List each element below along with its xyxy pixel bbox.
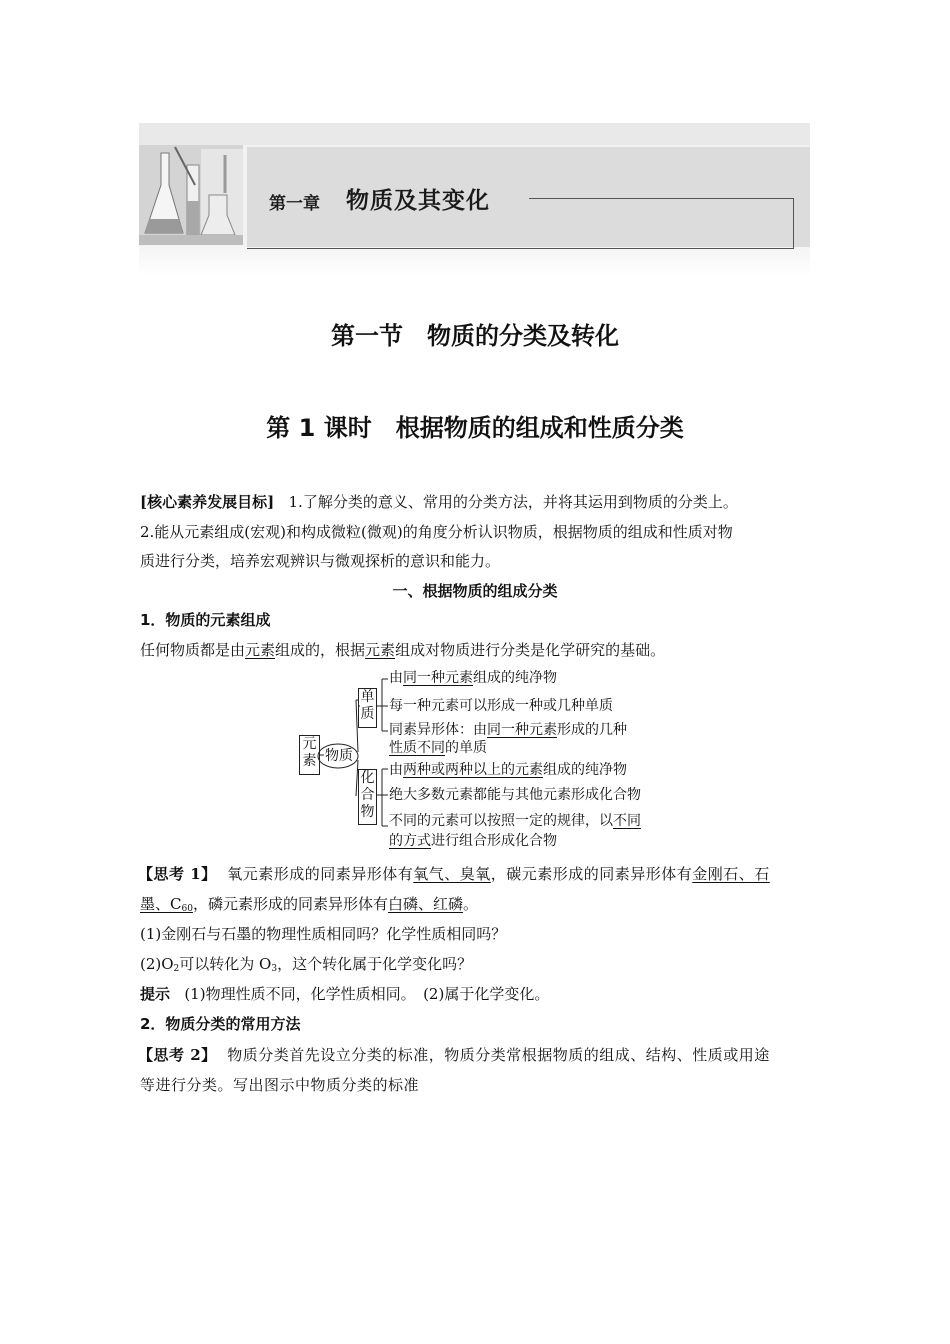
sub1-heading: 1．物质的元素组成 bbox=[140, 611, 271, 629]
b2-item3-line2-b: 进行组合形成化合物 bbox=[431, 833, 557, 849]
banner-rule-bottom bbox=[247, 248, 794, 249]
diagram-root-box: 元素 bbox=[299, 735, 320, 775]
think1-answer-2-cont bbox=[140, 895, 193, 913]
lab-glassware-image bbox=[139, 145, 243, 245]
think1-line2-b: ，磷元素形成的同素异形体有 bbox=[192, 895, 388, 913]
sub1-text-c: 组成的，根据 bbox=[275, 641, 366, 659]
think1-q2-sub1: 2 bbox=[173, 964, 180, 974]
b2-item3-answer-2: 的方式 bbox=[389, 833, 431, 849]
diagram-b1-item2: 每一种元素可以形成一种或几种单质 bbox=[389, 698, 613, 714]
goals-tag: [核心素养发展目标] bbox=[140, 493, 275, 511]
think1-text-a: 氧元素形成的同素异形体有 bbox=[227, 865, 414, 883]
think1-line2-d: 。 bbox=[462, 895, 478, 913]
diagram-center: 物质 bbox=[325, 748, 353, 764]
b1-item1-a: 由 bbox=[389, 670, 403, 686]
think2-text-1: 物质分类首先设立分类的标准，物质分类常根据物质的组成、结构、性质或用途 bbox=[227, 1046, 770, 1064]
goals-text-1: 1.了解分类的意义、常用的分类方法，并将其运用到物质的分类上。 bbox=[288, 493, 738, 511]
diagram-b2-item1 bbox=[389, 761, 627, 779]
b1-item1-answer: 同一种元素 bbox=[403, 670, 473, 686]
banner-bottom-strip bbox=[139, 246, 810, 275]
b1-item1-c: 组成的纯净物 bbox=[473, 670, 557, 686]
b1-item3-line2-b: 的单质 bbox=[445, 740, 487, 756]
think1-line2-sub: 60 bbox=[181, 904, 193, 914]
goals-line-3: 质进行分类，培养宏观辨识与微观探析的意识和能力。 bbox=[140, 552, 501, 570]
diagram-b1-item3-line2 bbox=[389, 739, 487, 757]
part1-heading: 一、根据物质的组成分类 bbox=[392, 582, 558, 600]
diagram-b2-item3 bbox=[389, 812, 641, 830]
classification-diagram bbox=[298, 668, 668, 854]
section-title: 第一节 物质的分类及转化 bbox=[331, 322, 619, 350]
think1-tag: 【思考 1】 bbox=[138, 865, 217, 883]
think1-answer-1: 氧气、臭氧 bbox=[413, 865, 491, 883]
chapter-banner bbox=[139, 123, 810, 275]
diagram-branch-2: 化合物 bbox=[358, 769, 377, 825]
think1-question-1: (1)金刚石与石墨的物理性质相同吗？化学性质相同吗？ bbox=[140, 925, 507, 943]
b2-item1-c: 组成的纯净物 bbox=[543, 762, 627, 778]
banner-top-strip bbox=[139, 123, 810, 145]
diagram-b1-item3 bbox=[389, 721, 627, 739]
banner-rule-vertical bbox=[793, 198, 794, 249]
think1-q2-a: (2)O bbox=[140, 955, 174, 973]
b2-item3-a: 不同的元素可以按照一定的规律，以 bbox=[389, 813, 613, 829]
b1-item3-c: 形成的几种 bbox=[557, 722, 627, 738]
think1-hint bbox=[140, 984, 549, 1004]
hint-text: (1)物理性质不同，化学性质相同。 (2)属于化学变化。 bbox=[184, 985, 550, 1003]
sub2-heading: 2．物质分类的常用方法 bbox=[140, 1015, 301, 1033]
b2-item1-answer: 两种或两种以上的元素 bbox=[403, 762, 543, 778]
b1-item3-a: 同素异形体：由 bbox=[389, 722, 487, 738]
b2-item3-answer: 不同 bbox=[613, 813, 641, 829]
b1-item3-answer-2: 性质不同 bbox=[389, 740, 445, 756]
think2-tag: 【思考 2】 bbox=[138, 1046, 217, 1064]
sub1-paragraph bbox=[140, 640, 665, 660]
lesson-title: 第 1 课时 根据物质的组成和性质分类 bbox=[266, 414, 684, 442]
hint-tag: 提示 bbox=[140, 985, 171, 1003]
banner-title-panel bbox=[247, 147, 810, 247]
think1-answer-3: 白磷、红磷 bbox=[387, 895, 463, 913]
think2-line-2: 等进行分类。写出图示中物质分类的标准 bbox=[140, 1076, 420, 1094]
think1-line2-a: 墨、C bbox=[140, 895, 182, 913]
sub1-text-e: 组成对物质进行分类是化学研究的基础。 bbox=[395, 641, 666, 659]
b2-item1-a: 由 bbox=[389, 762, 403, 778]
think1-q2-b: 可以转化为 O bbox=[179, 955, 272, 973]
chapter-label: 第一章 bbox=[269, 194, 320, 214]
banner-rule bbox=[529, 198, 794, 199]
think1-answer-2: 金刚石、石 bbox=[692, 865, 770, 883]
think1-q2-c: ，这个转化属于化学变化吗？ bbox=[277, 955, 473, 973]
think1-line-1 bbox=[138, 864, 770, 884]
sub1-text-a: 任何物质都是由 bbox=[140, 641, 246, 659]
b1-item3-answer: 同一种元素 bbox=[487, 722, 557, 738]
sub1-answer-2: 元素 bbox=[365, 641, 396, 659]
think1-question-2 bbox=[140, 954, 472, 979]
sub1-answer-1: 元素 bbox=[245, 641, 276, 659]
think1-q2-sub2: 3 bbox=[271, 964, 278, 974]
goals-line-1 bbox=[140, 492, 738, 512]
goals-line-2: 2.能从元素组成(宏观)和构成微粒(微观)的角度分析认识物质，根据物质的组成和性质对物 bbox=[140, 523, 733, 541]
think1-text-c: ，碳元素形成的同素异形体有 bbox=[490, 865, 693, 883]
think2-line-1 bbox=[138, 1045, 770, 1065]
diagram-branch-1: 单质 bbox=[358, 688, 377, 728]
diagram-b2-item3-line2 bbox=[389, 832, 557, 850]
chapter-title: 物质及其变化 bbox=[346, 188, 490, 214]
diagram-b1-item1 bbox=[389, 669, 557, 687]
diagram-b2-item2: 绝大多数元素都能与其他元素形成化合物 bbox=[389, 787, 641, 803]
think1-line-2 bbox=[140, 894, 478, 919]
